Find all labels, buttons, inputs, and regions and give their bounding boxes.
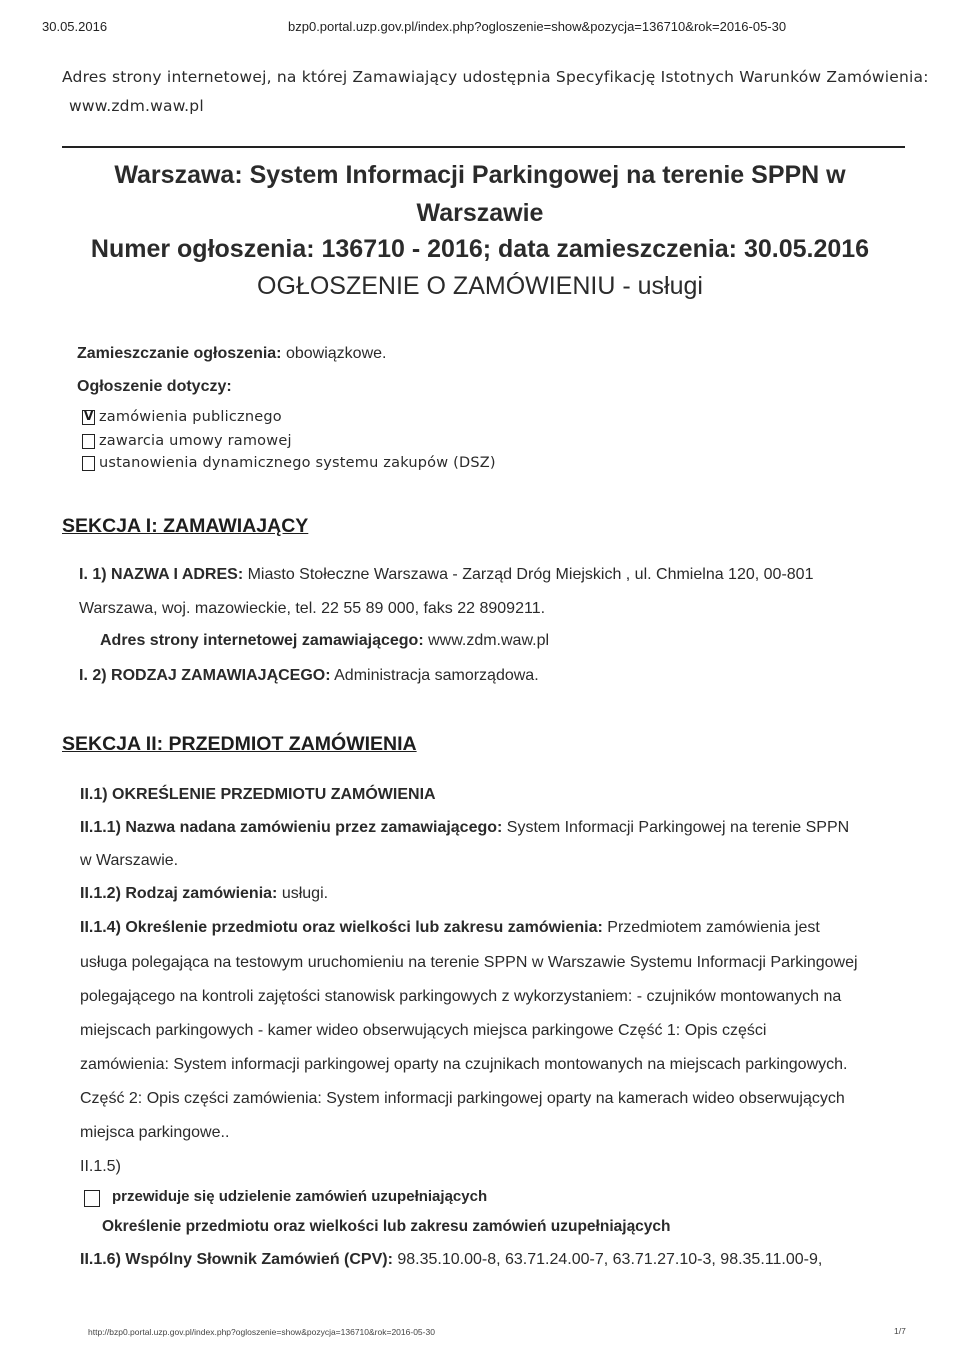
contracting-authority-address: Warszawa, woj. mazowieckie, tel. 22 55 89 000, faks 22 8909211. <box>79 600 546 617</box>
order-scope-line: polegającego na kontroli zajętości stanowisk parkingowych z wykorzystaniem: - czujników montowanych na <box>80 988 842 1005</box>
supplementary-orders-label: przewiduje się udzielenie zamówień uzupełniających <box>112 1188 488 1205</box>
page-number: 1/7 <box>894 1326 906 1336</box>
supplementary-scope-label: Określenie przedmiotu oraz wielkości lub zakresu zamówień uzupełniających <box>102 1218 671 1235</box>
cpv-row <box>80 1251 822 1269</box>
divider <box>62 146 905 148</box>
order-scope-line: miejsca parkingowe.. <box>80 1124 230 1141</box>
notice-title-line2: Warszawie <box>416 199 544 227</box>
publication-value: obowiązkowe. <box>281 345 387 362</box>
publication-row <box>77 345 386 363</box>
order-scope-label: II.1.4) Określenie przedmiotu oraz wielkości lub zakresu zamówienia: <box>80 919 603 936</box>
notice-number: Numer ogłoszenia: 136710 - 2016; data zamieszczenia: 30.05.2016 <box>90 235 870 263</box>
section-1-heading: SEKCJA I: ZAMAWIAJĄCY <box>62 515 309 537</box>
supplementary-heading: II.1.5) <box>80 1158 121 1175</box>
print-date: 30.05.2016 <box>42 19 108 34</box>
order-scope-line: Część 2: Opis części zamówienia: System informacji parkingowej oparty na kamerach wideo obserwujących <box>80 1090 845 1107</box>
notice-type: OGŁOSZENIE O ZAMÓWIENIU - usługi <box>257 272 703 300</box>
print-url: bzp0.portal.uzp.gov.pl/index.php?ogloszenie=show&pozycja=136710&rok=2016-05-30 <box>288 19 787 34</box>
name-value: Miasto Stołeczne Warszawa - Zarząd Dróg Miejskich , ul. Chmielna 120, 00-801 <box>243 566 814 583</box>
siwz-website[interactable]: www.zdm.waw.pl <box>69 97 204 115</box>
subject-definition-heading: II.1) OKREŚLENIE PRZEDMIOTU ZAMÓWIENIA <box>80 786 436 803</box>
order-type-value: usługi. <box>277 885 329 902</box>
web-link[interactable]: www.zdm.waw.pl <box>423 632 550 649</box>
cpv-label: II.1.6) Wspólny Słownik Zamówień (CPV): <box>80 1251 393 1268</box>
order-scope-line: zamówienia: System informacji parkingowej oparty na czujnikach montowanych na miejscach parkingowych. <box>80 1056 848 1073</box>
checkbox-public-order[interactable]: V <box>84 409 94 423</box>
type-value: Administracja samorządowa. <box>330 667 539 684</box>
order-type-label: II.1.2) Rodzaj zamówienia: <box>80 885 278 902</box>
checkbox-dsz[interactable] <box>82 456 95 471</box>
siwz-address-label: Adres strony internetowej, na której Zamawiający udostępnia Specyfikację Istotnych Warunków Zamówienia: <box>62 68 929 86</box>
option-public-order: zamówienia publicznego <box>99 409 282 425</box>
footer-url: http://bzp0.portal.uzp.gov.pl/index.php?ogloszenie=show&pozycja=136710&rok=2016-05-30 <box>88 1327 435 1337</box>
order-type-row <box>80 885 328 903</box>
name-label: I. 1) NAZWA I ADRES: <box>79 566 244 583</box>
checkbox-framework-agreement[interactable] <box>82 434 95 449</box>
checkbox-supplementary-orders[interactable] <box>84 1190 100 1207</box>
option-dsz: ustanowienia dynamicznego systemu zakupów (DSZ) <box>99 455 496 471</box>
type-label: I. 2) RODZAJ ZAMAWIAJĄCEGO: <box>79 667 331 684</box>
section-2-heading: SEKCJA II: PRZEDMIOT ZAMÓWIENIA <box>62 733 417 755</box>
order-name-cont: w Warszawie. <box>80 852 179 869</box>
cpv-codes: 98.35.10.00-8, 63.71.24.00-7, 63.71.27.10-3, 98.35.11.00-9, <box>392 1251 823 1268</box>
option-framework-agreement: zawarcia umowy ramowej <box>99 433 292 449</box>
publication-label: Zamieszczanie ogłoszenia: <box>77 345 282 362</box>
order-scope-row <box>80 919 820 937</box>
contracting-authority-name <box>79 566 813 584</box>
order-scope-value: Przedmiotem zamówienia jest <box>602 919 820 936</box>
order-name-row <box>80 819 849 837</box>
order-name-label: II.1.1) Nazwa nadana zamówieniu przez zamawiającego: <box>80 819 503 836</box>
authority-type-row <box>79 667 539 685</box>
order-name-value: System Informacji Parkingowej na terenie SPPN <box>502 819 850 836</box>
order-scope-line: miejscach parkingowych - kamer wideo obserwujących miejsca parkingowe Część 1: Opis części <box>80 1022 767 1039</box>
notice-title-line1: Warszawa: System Informacji Parkingowej na terenie SPPN w <box>114 161 846 189</box>
order-scope-line: usługa polegająca na testowym uruchomieniu na terenie SPPN w Warszawie Systemu Informacji Parkingowej <box>80 954 858 971</box>
authority-website-row <box>100 632 549 650</box>
web-label: Adres strony internetowej zamawiającego: <box>100 632 424 649</box>
concerns-label: Ogłoszenie dotyczy: <box>77 378 232 395</box>
